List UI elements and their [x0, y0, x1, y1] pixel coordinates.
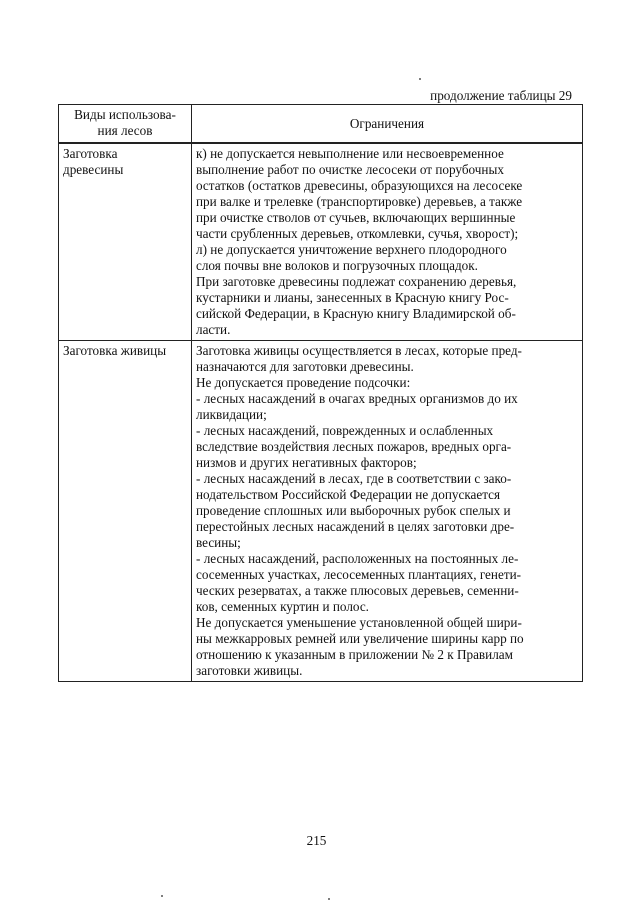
usage-type-line: Заготовка [63, 146, 118, 161]
restriction-line: проведение сплошных или выборочных рубок спелых и [196, 503, 511, 518]
restriction-line: низмов и других негативных факторов; [196, 455, 417, 470]
restriction-line: ласти. [196, 322, 231, 337]
table-row [59, 341, 583, 682]
scan-speck [161, 895, 163, 897]
restriction-line: - лесных насаждений в очагах вредных организмов до их [196, 391, 518, 406]
restriction-line: - лесных насаждений, поврежденных и ослабленных [196, 423, 494, 438]
restriction-line: кустарники и лианы, занесенных в Красную книгу Рос- [196, 290, 509, 305]
restriction-line: слоя почвы вне волоков и погрузочных площадок. [196, 258, 478, 273]
page-number: 215 [306, 833, 327, 848]
restriction-line: Заготовка живицы осуществляется в лесах, которые пред- [196, 343, 522, 358]
restriction-line: Не допускается проведение подсочки: [196, 375, 411, 390]
restriction-line: сийской Федерации, в Красную книгу Владимирской об- [196, 306, 516, 321]
restrictions-table [58, 104, 583, 682]
restriction-line: нодательством Российской Федерации не допускается [196, 487, 501, 502]
restrictions-cell [192, 341, 583, 682]
restriction-line: При заготовке древесины подлежат сохранению деревья, [196, 274, 517, 289]
restriction-line: весины; [196, 535, 241, 550]
restriction-line: ны межкарровых ремней или увеличение ширины карр по [196, 631, 524, 646]
restriction-line: вследствие воздействия лесных пожаров, вредных орга- [196, 439, 512, 454]
header-restrictions [192, 105, 583, 143]
restriction-line: ликвидации; [196, 407, 267, 422]
restriction-line: части срубленных деревьев, откомлевки, сучья, хворост); [196, 226, 519, 241]
restriction-line: к) не допускается невыполнение или несвоевременное [196, 146, 504, 161]
scan-speck [328, 898, 330, 900]
restriction-line: л) не допускается уничтожение верхнего плодородного [196, 242, 507, 257]
usage-type-line: древесины [63, 162, 124, 177]
usage-type-line: Заготовка живицы [63, 343, 167, 358]
restriction-line: заготовки живицы. [196, 663, 303, 678]
restrictions-cell [192, 144, 583, 341]
header-restrictions-label: Ограничения [349, 115, 425, 131]
restriction-line: Не допускается уменьшение установленной общей шири- [196, 615, 522, 630]
restriction-line: остатков (остатков древесины, образующихся на лесосеке [196, 178, 523, 193]
restriction-line: ков, семенных куртин и полос. [196, 599, 369, 614]
restriction-line: выполнение работ по очистке лесосеки от порубочных [196, 162, 504, 177]
restriction-line: - лесных насаждений, расположенных на постоянных ле- [196, 551, 519, 566]
restriction-line: ческих резерватах, а также плюсовых деревьев, семенни- [196, 583, 519, 598]
restriction-line: перестойных лесных насаждений в целях заготовки дре- [196, 519, 515, 534]
header-usage-types [59, 105, 192, 143]
table-row [59, 144, 583, 341]
table-header-row [59, 105, 583, 143]
restriction-line: при очистке стволов от сучьев, включающих вершинные [196, 210, 516, 225]
restriction-line: назначаются для заготовки древесины. [196, 359, 414, 374]
restriction-line: при валке и трелевке (транспортировке) деревьев, а также [196, 194, 523, 209]
usage-type-cell [59, 144, 192, 341]
restriction-line: отношению к указанным в приложении № 2 к Правилам [196, 647, 513, 662]
table-continuation-caption: продолжение таблицы 29 [430, 88, 572, 103]
usage-type-cell [59, 341, 192, 682]
scan-speck [419, 78, 421, 80]
header-usage-types-line: Виды использова- [74, 107, 176, 122]
header-usage-types-line: ния лесов [97, 123, 153, 138]
restriction-line: - лесных насаждений в лесах, где в соответствии с зако- [196, 471, 512, 486]
restriction-line: сосеменных участках, лесосеменных плантациях, генети- [196, 567, 522, 582]
